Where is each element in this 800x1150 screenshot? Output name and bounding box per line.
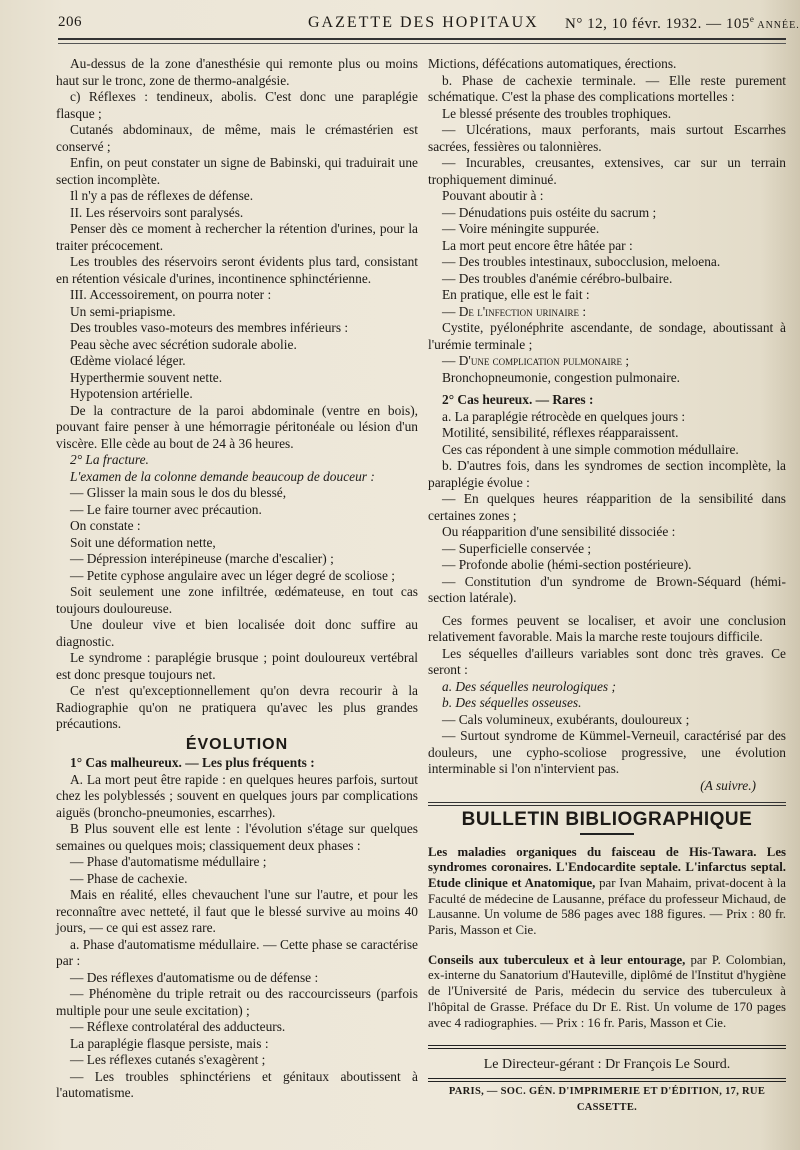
issue-sup: e xyxy=(749,14,755,24)
paragraph: B Plus souvent elle est lente : l'évolution s'étage sur quelques semaines ou quelques mois; classiquement deux phases : xyxy=(56,821,418,853)
paragraph: Œdème violacé léger. xyxy=(70,353,186,368)
bib-entry xyxy=(428,953,786,1032)
paragraph: — Réflexe controlatéral des adducteurs. xyxy=(70,1019,286,1034)
director-line: Le Directeur-gérant : Dr François Le Sourd. xyxy=(483,1057,731,1073)
bib-entry xyxy=(428,845,786,939)
paragraph: Ces formes peuvent se localiser, et avoir une conclusion relativement favorable. Mais la marche reste toujours difficile. xyxy=(428,612,786,644)
left-column xyxy=(56,56,418,1102)
journal-title: GAZETTE DES HOPITAUX xyxy=(308,14,539,31)
paragraph: Motilité, sensibilité, réflexes réapparaissent. xyxy=(442,425,679,440)
paragraph: Le blessé présente des troubles trophiques. xyxy=(442,105,672,121)
paragraph: III. Accessoirement, on pourra noter : xyxy=(70,287,272,302)
paragraph: — Le faire tourner avec précaution. xyxy=(70,501,262,517)
paragraph: — D'une complication pulmonaire ; xyxy=(442,353,630,368)
paragraph: b. Des séquelles osseuses. xyxy=(442,695,582,710)
paragraph: — Les troubles sphinctériens et génitaux aboutissent à l'automatisme. xyxy=(56,1068,418,1100)
paragraph: Ou réapparition d'une sensibilité dissociée : xyxy=(442,524,676,539)
paragraph: Une douleur vive et bien localisée doit donc suffire au diagnostic. xyxy=(56,617,418,649)
paragraph: Ces cas répondent à une simple commotion médullaire. xyxy=(442,441,739,457)
paragraph: Hyperthermie souvent nette. xyxy=(70,369,223,385)
paragraph: Mais en réalité, elles chevauchent l'une sur l'autre, et pour les reconnaître avec netteté, il faut que le blessé survive au moins 40 jours, — ce qui est assez rare. xyxy=(56,887,418,935)
paragraph: Peau sèche avec sécrétion sudorale abolie. xyxy=(70,336,297,352)
paragraph: A. La mort peut être rapide : en quelques heures parfois, surtout chez les polyblessés ; souvent en quelques jours par complications aiguës (broncho-pneumonies, escarrhes). xyxy=(56,771,418,820)
paragraph: Les séquelles d'ailleurs variables sont donc très graves. Ce seront : xyxy=(428,645,786,677)
paragraph: Enfin, on peut constater un signe de Babinski, qui traduirait une section incomplète. xyxy=(56,155,418,187)
paragraph: Des troubles vaso-moteurs des membres inférieurs : xyxy=(70,320,349,335)
paragraph: Ce n'est qu'exceptionnellement qu'on devra recourir à la Radiographie qu'on ne pratiquera qu'avec les plus grandes précautions. xyxy=(56,683,418,731)
paragraph: Pouvant aboutir à : xyxy=(442,188,544,203)
paragraph: — Phase d'automatisme médullaire ; xyxy=(70,854,267,869)
paragraph: — Voire méningite suppurée. xyxy=(442,221,600,236)
paragraph: — Ulcérations, maux perforants, mais surtout Escarrhes sacrées, fessières ou talonnières. xyxy=(428,122,786,154)
paragraph: Il n'y a pas de réflexes de défense. xyxy=(70,188,254,203)
paragraph: b. D'autres fois, dans les syndromes de section incomplète, la paraplégie évolue : xyxy=(428,458,786,490)
paragraph: De la contracture de la paroi abdominale (ventre en bois), pouvant faire penser à une hémorragie péritonéale ou lésion d'un viscère. Elle cède au bout de 24 à 36 heures. xyxy=(56,402,418,451)
paragraph: — Les réflexes cutanés s'exagèrent ; xyxy=(70,1052,266,1067)
paragraph: — Phase de cachexie. xyxy=(70,870,188,886)
paragraph: On constate : xyxy=(70,518,141,533)
paragraph: Soit une déformation nette, xyxy=(70,534,216,550)
paragraph: — Dépression interépineuse (marche d'escalier) ; xyxy=(70,551,334,566)
bibliography xyxy=(428,845,786,1032)
paragraph: — Profonde abolie (hémi-section postérieure). xyxy=(442,557,692,572)
paragraph: La paraplégie flasque persiste, mais : xyxy=(70,1035,269,1051)
paragraph: — Surtout syndrome de Kümmel-Verneuil, caractérisé par des douleurs, une cypho-scoliose progressive, une évolution interminable si l'on n'intervient pas. xyxy=(428,728,786,776)
title-underline xyxy=(580,833,634,835)
right-column xyxy=(428,56,786,1117)
bib-entry-title: Les maladies organiques du faisceau de His-Tawara. Les syndromes coronaires. L'Endocardite septale. L'infarctus septal. Etude clinique et Anatomique, xyxy=(428,844,786,890)
page-number: 206 xyxy=(58,14,82,30)
paragraph: a. Des séquelles neurologiques ; xyxy=(442,678,616,694)
bib-entry-details: par Ivan Mahaim, privat-docent à la Faculté de médecine de Lausanne, préface du professeur Michaud, de Lausanne. Un volume de 586 pages avec 188 figures. — Prix : 80 fr. Paris, Masson et Cie. xyxy=(428,875,786,938)
paragraph: En pratique, elle est le fait : xyxy=(442,287,590,302)
header-rule xyxy=(58,38,786,44)
paragraph: 1° Cas malheureux. — Les plus fréquents : xyxy=(70,755,315,770)
paragraph: Les troubles des réservoirs seront évidents plus tard, consistant en rétention vésicale d'urines, incontinence sphinctérienne. xyxy=(56,254,418,286)
paragraph: — Des troubles d'anémie cérébro-bulbaire. xyxy=(442,270,673,286)
paragraph: — En quelques heures réapparition de la sensibilité dans certaines zones ; xyxy=(428,491,786,523)
section-heading-evolution: ÉVOLUTION xyxy=(185,735,289,753)
paragraph: — Glisser la main sous le dos du blessé, xyxy=(70,485,287,500)
paragraph: — Petite cyphose angulaire avec un léger degré de scoliose ; xyxy=(70,567,395,583)
paragraph: La mort peut encore être hâtée par : xyxy=(442,237,633,253)
paragraph: — Phénomène du triple retrait ou des raccourcisseurs (parfois multiple pour une seule excitation) ; xyxy=(56,986,418,1018)
issue-date: N° 12, 10 févr. 1932. — 105 xyxy=(565,16,750,32)
paragraph: Penser dès ce moment à rechercher la rétention d'urines, pour la traiter précocement. xyxy=(56,221,418,253)
paragraph: — Dénudations puis ostéite du sacrum ; xyxy=(442,204,657,220)
paragraph: L'examen de la colonne demande beaucoup de douceur : xyxy=(70,468,375,484)
paragraph: Bronchopneumonie, congestion pulmonaire. xyxy=(442,369,681,385)
issue-year-word: ANNÉE. xyxy=(754,20,800,31)
bib-entry-title: Conseils aux tuberculeux et à leur entourage, xyxy=(428,952,686,967)
paragraph: a. Phase d'automatisme médullaire. — Cette phase se caractérise par : xyxy=(56,936,418,968)
paragraph: 2° Cas heureux. — Rares : xyxy=(442,392,594,407)
paragraph: Un semi-priapisme. xyxy=(70,303,176,319)
paragraph: — Constitution d'un syndrome de Brown-Séquard (hémi-section latérale). xyxy=(428,573,786,605)
paragraph: c) Réflexes : tendineux, abolis. C'est donc une paraplégie flasque ; xyxy=(56,89,418,121)
paragraph: Cutanés abdominaux, de même, mais le crémastérien est conservé ; xyxy=(56,122,418,154)
paragraph: a. La paraplégie rétrocède en quelques jours : xyxy=(442,408,686,424)
footer-rule xyxy=(428,1078,786,1082)
printer-imprint: PARIS, — SOC. GÉN. D'IMPRIMERIE ET D'ÉDITION, 17, RUE CASSETTE. xyxy=(448,1085,766,1114)
paragraph: — Des troubles intestinaux, subocclusion, meloena. xyxy=(442,254,721,269)
to-be-continued: (A suivre.) xyxy=(700,777,756,793)
issue-info xyxy=(565,14,800,33)
section-separator xyxy=(428,802,786,806)
paragraph: — De l'infection urinaire : xyxy=(442,303,587,319)
paragraph: Cystite, pyélonéphrite ascendante, de sondage, aboutissant à l'urémie terminale ; xyxy=(428,320,786,352)
paragraph: — Cals volumineux, exubérants, douloureux ; xyxy=(442,711,690,727)
paragraph: — Superficielle conservée ; xyxy=(442,540,592,556)
paragraph: — Des réflexes d'automatisme ou de défense : xyxy=(70,969,319,985)
subheading: 2° La fracture. xyxy=(70,452,149,467)
paragraph: II. Les réservoirs sont paralysés. xyxy=(70,204,244,220)
paragraph: Soit seulement une zone infiltrée, œdémateuse, en tout cas toujours douloureuse. xyxy=(56,584,418,616)
paragraph: — Incurables, creusantes, extensives, car sur un terrain trophiquement diminué. xyxy=(428,155,786,187)
page-header xyxy=(58,10,800,36)
paragraph: Hypotension artérielle. xyxy=(70,386,193,401)
paragraph: b. Phase de cachexie terminale. — Elle reste purement schématique. C'est la phase des complications mortelles : xyxy=(428,72,786,104)
footer-rule xyxy=(428,1045,786,1049)
paragraph: Au-dessus de la zone d'anesthésie qui remonte plus ou moins haut sur le tronc, zone de thermo-analgésie. xyxy=(56,56,418,88)
paragraph: Le syndrome : paraplégie brusque ; point douloureux vertébral est donc presque toujours net. xyxy=(56,650,418,682)
bib-entry-details: par P. Colombian, ex-interne du Sanatorium d'Hauteville, diplômé de l'Institut d'hygiène de l'Université de Paris, médecin du service des tuberculeux à l'hôpital de Grasse. Préface du Dr E. Rist. Un volume de 170 pages avec 4 radiographies. — Prix : 16 fr. Paris, Masson et Cie. xyxy=(428,952,786,1030)
paragraph: Mictions, défécations automatiques, érections. xyxy=(428,56,677,71)
bulletin-title: BULLETIN BIBLIOGRAPHIQUE xyxy=(461,809,753,830)
